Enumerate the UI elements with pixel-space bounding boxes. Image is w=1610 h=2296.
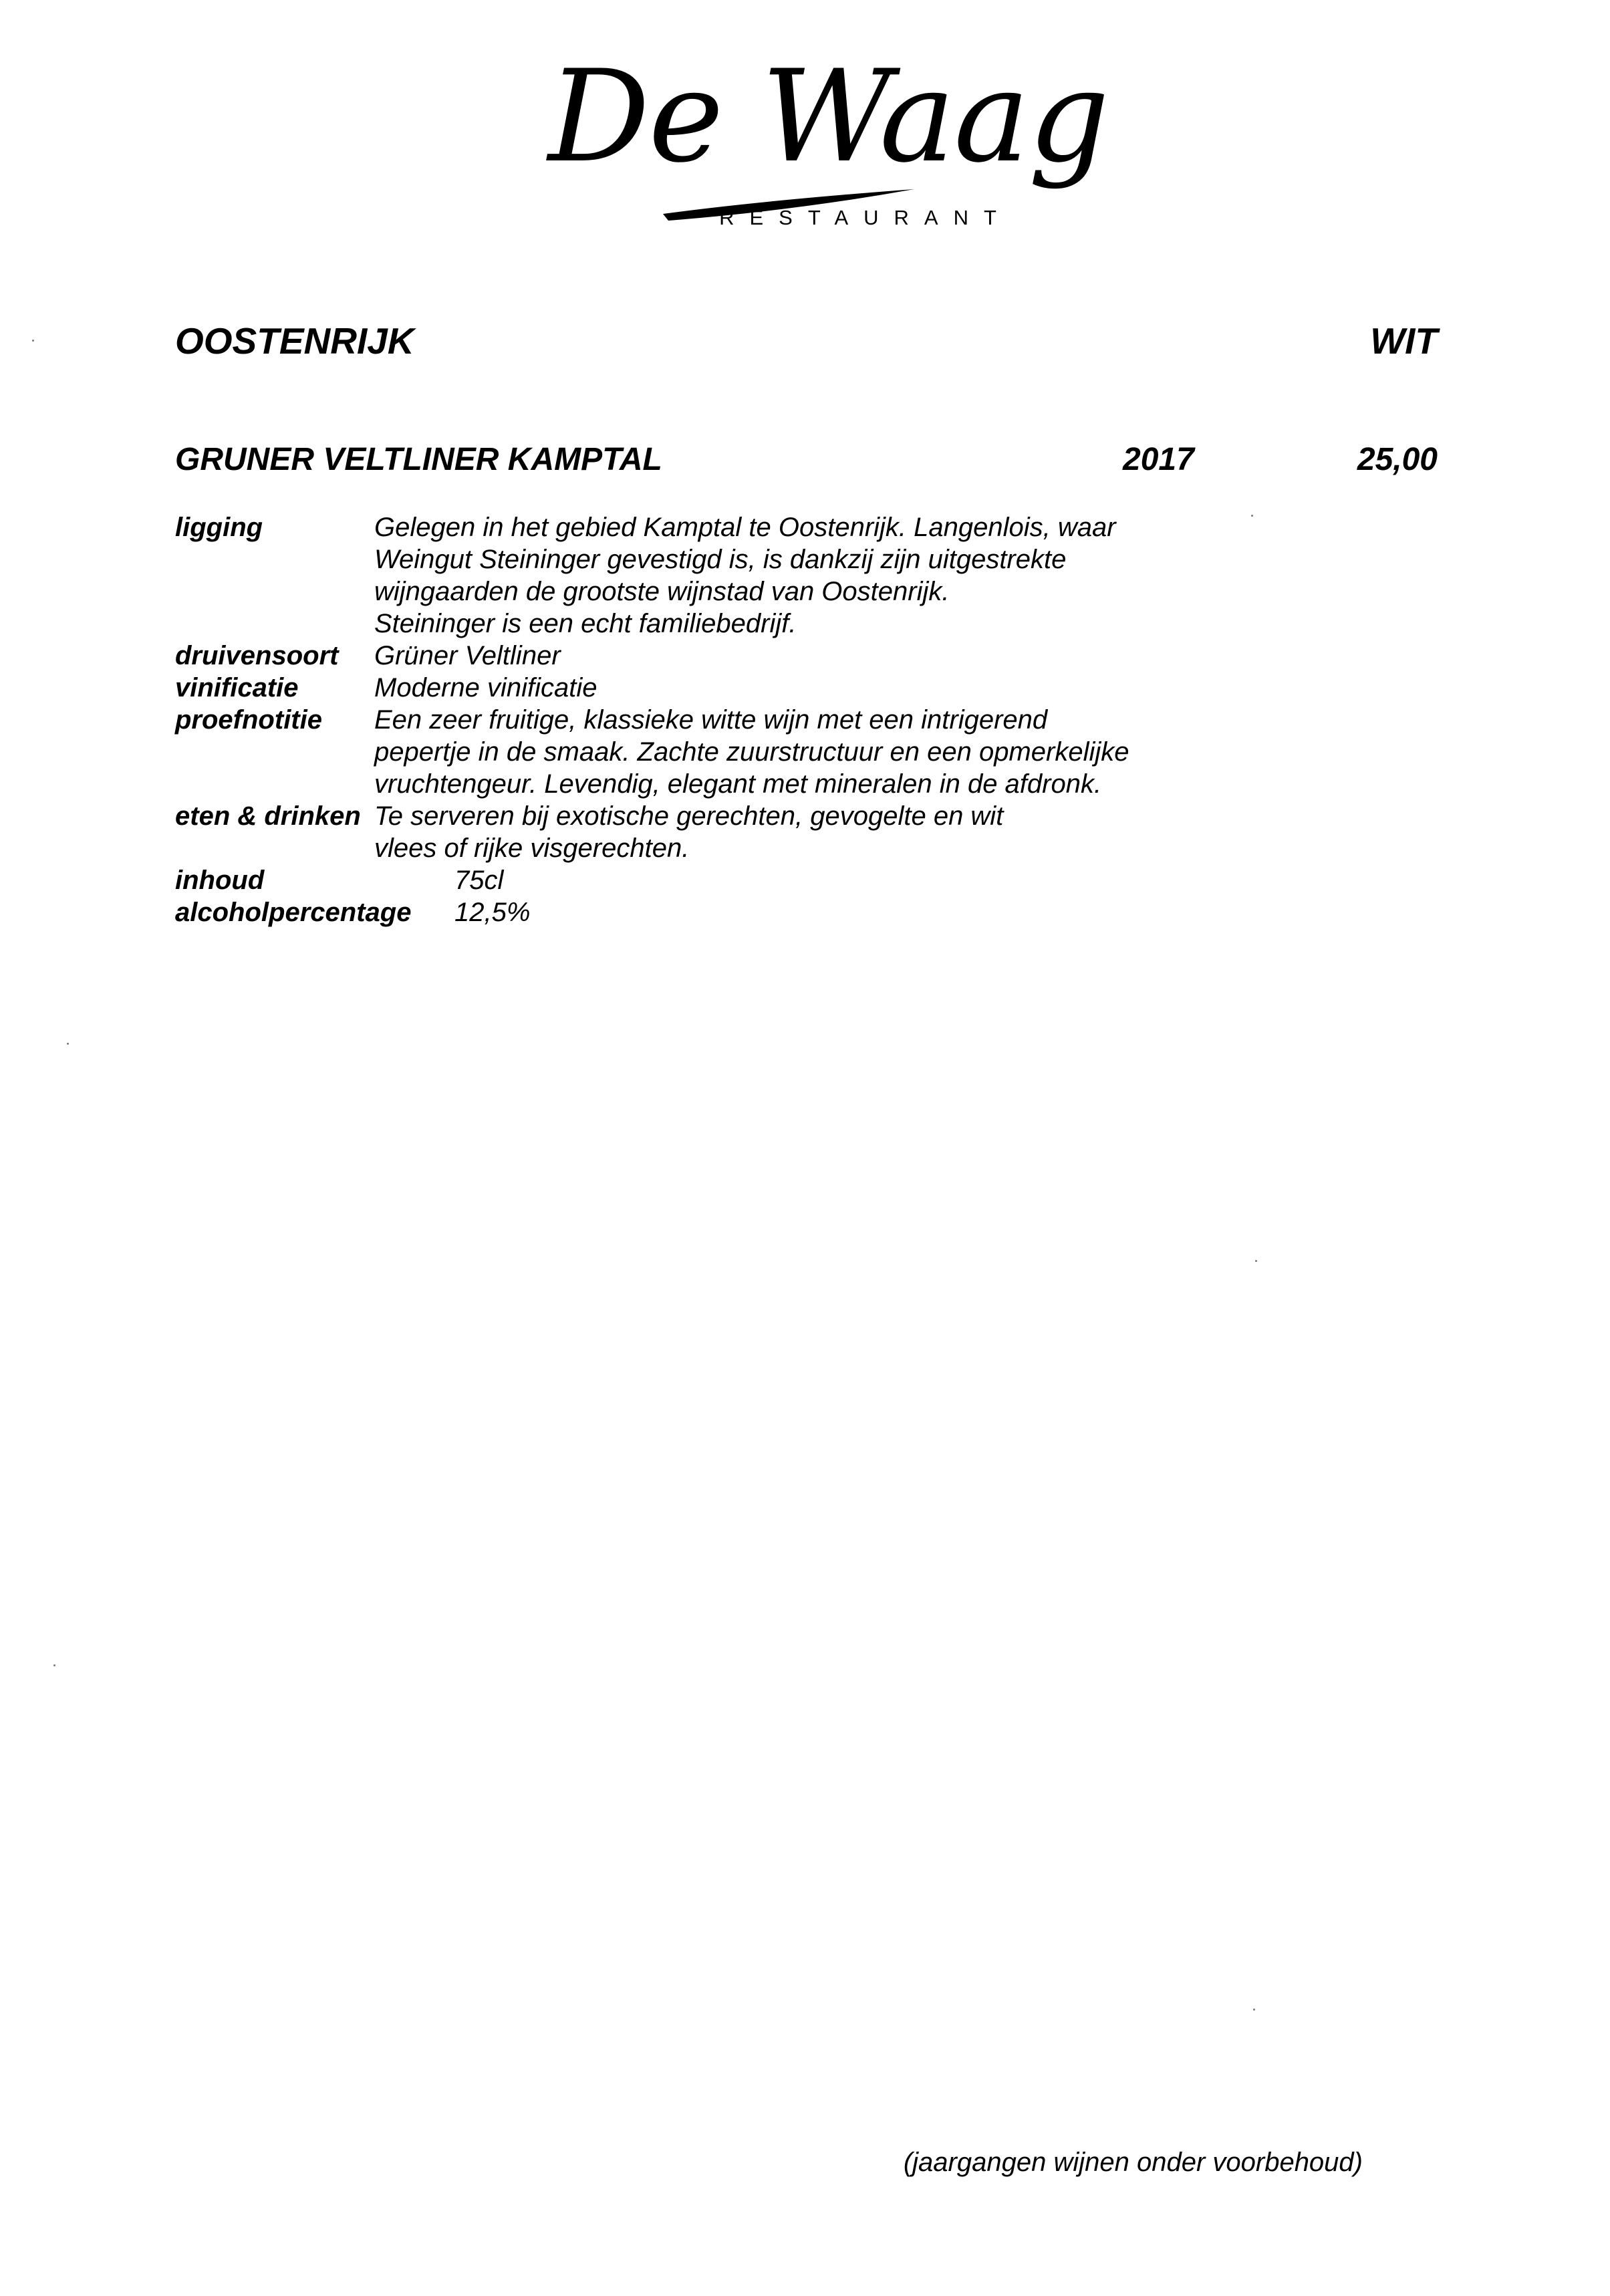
detail-label: inhoud	[175, 866, 265, 895]
detail-label: ligging	[175, 513, 263, 542]
detail-line: Steininger is een echt familiebedrijf.	[374, 609, 797, 638]
scan-speck	[32, 340, 34, 342]
detail-line: Grüner Veltliner	[374, 641, 561, 670]
detail-value	[374, 672, 1244, 704]
restaurant-logo	[548, 40, 1109, 241]
wine-year: 2017	[1123, 442, 1194, 477]
country-heading: OOSTENRIJK	[175, 320, 414, 362]
detail-row-vinificatie	[175, 672, 1244, 704]
detail-value	[454, 864, 1244, 896]
detail-value	[374, 640, 1244, 672]
detail-label: vinificatie	[175, 673, 299, 703]
detail-row-inhoud	[175, 864, 1244, 896]
detail-value	[374, 704, 1244, 800]
detail-label: alcoholpercentage	[175, 898, 412, 927]
detail-line: Te serveren bij exotische gerechten, gevogelte en wit	[374, 801, 1004, 831]
detail-line: vlees of rijke visgerechten.	[374, 834, 690, 863]
detail-line: 75cl	[454, 866, 504, 895]
detail-line: 12,5%	[454, 898, 531, 927]
scan-speck	[1253, 2009, 1255, 2011]
detail-row-alcoholpercentage	[175, 896, 1244, 928]
detail-line: pepertje in de smaak. Zachte zuurstructuur en een opmerkelijke	[374, 737, 1129, 767]
wine-price: 25,00	[1357, 442, 1438, 477]
detail-line: Een zeer fruitige, klassieke witte wijn met een intrigerend	[374, 705, 1048, 735]
detail-row-ligging	[175, 511, 1244, 640]
scan-speck	[1255, 1260, 1257, 1262]
detail-value	[374, 511, 1244, 640]
scan-speck	[53, 1664, 55, 1666]
detail-line: Weingut Steininger gevestigd is, is dankzij zijn uitgestrekte	[374, 545, 1067, 574]
detail-label: eten & drinken	[175, 801, 361, 831]
detail-line: wijngaarden de grootste wijnstad van Oostenrijk.	[374, 577, 950, 606]
detail-row-druivensoort	[175, 640, 1244, 672]
wine-name: GRUNER VELTLINER KAMPTAL	[175, 442, 662, 477]
detail-value	[454, 896, 1244, 928]
detail-value	[374, 800, 1244, 864]
detail-row-proefnotitie	[175, 704, 1244, 800]
detail-line: Gelegen in het gebied Kamptal te Oostenrijk. Langenlois, waar	[374, 513, 1116, 542]
logo-subtitle: RESTAURANT	[719, 206, 1012, 229]
wine-color-heading: WIT	[1370, 320, 1438, 362]
wine-details	[175, 511, 1244, 928]
detail-row-eten-drinken	[175, 800, 1244, 864]
detail-label: druivensoort	[175, 641, 339, 670]
detail-line: Moderne vinificatie	[374, 673, 597, 703]
vintage-disclaimer: (jaargangen wijnen onder voorbehoud)	[903, 2148, 1363, 2177]
detail-label: proefnotitie	[175, 705, 322, 735]
scan-speck	[67, 1043, 69, 1045]
logo-script-text: De Waag	[548, 43, 1109, 190]
detail-line: vruchtengeur. Levendig, elegant met mineralen in de afdronk.	[374, 769, 1102, 799]
scan-speck	[1251, 515, 1253, 517]
